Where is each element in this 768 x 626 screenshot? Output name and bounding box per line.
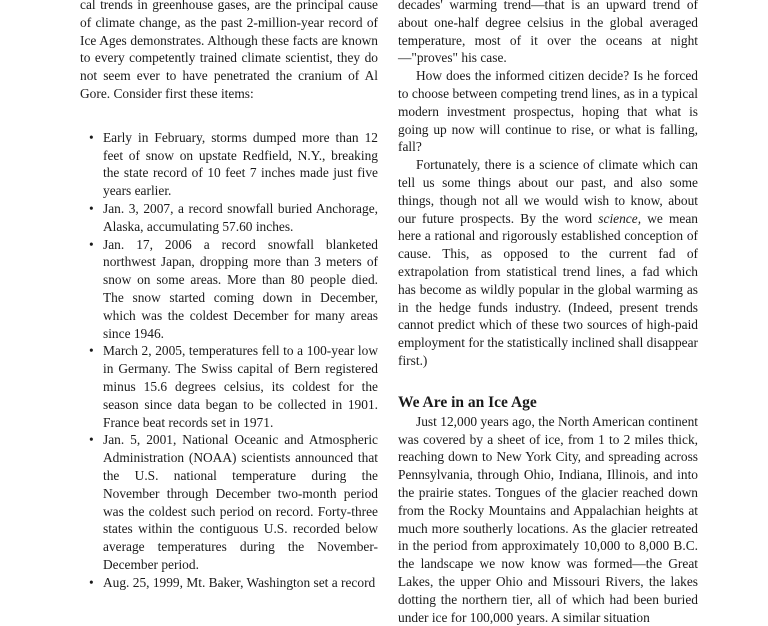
list-item-text: Jan. 5, 2001, National Oceanic and Atmospheric Administration (NOAA) scientists announced that the U.S. national temperature during the November through December two-month period was the coldest such period on record. Forty-three states within the contiguous U.S. recorded below average temperatures during the November-December period.	[103, 432, 378, 572]
bullet-icon: •	[89, 129, 94, 145]
body-paragraph: How does the informed citizen decide? Is he forced to choose between competing trend lines, as in a typical modern investment prospectus, hoping that what is going up now will continue to rise, or what is falling, fall?	[398, 68, 698, 155]
left-column	[80, 0, 378, 592]
bullet-icon: •	[89, 200, 94, 216]
list-item	[80, 236, 378, 343]
right-column	[398, 0, 698, 626]
bullet-icon: •	[89, 432, 94, 448]
list-item-text: Early in February, storms dumped more than 12 feet of snow on upstate Redfield, N.Y., breaking the state record of 10 feet 7 inches made just five years earlier.	[103, 129, 378, 199]
list-item	[80, 342, 378, 431]
list-item-text: Jan. 3, 2007, a record snowfall buried Anchorage, Alaska, accumulating 57.60 inches.	[103, 200, 378, 234]
record-cold-list	[80, 129, 378, 592]
body-paragraph: decades' warming trend—that is an upward trend of about one-half degree celsius in the global averaged temperature, most of it over the oceans at night—"proves" his case.	[398, 0, 698, 66]
bullet-icon: •	[89, 343, 94, 359]
science-emphasis: science,	[598, 210, 642, 226]
list-item-text: Jan. 17, 2006 a record snowfall blanketed northwest Japan, dropping more than 3 meters of snow on some areas. More than 80 people died. The snow started coming down in December, which was the coldest December for many areas since 1946.	[103, 236, 378, 341]
section-heading: We Are in an Ice Age	[398, 393, 537, 411]
science-text-before: Fortunately, there is a science of climate which can tell us some things about our past, and also some things, though not all we would wish to know, about our future prospects. By the word	[398, 157, 698, 226]
science-paragraph	[398, 156, 698, 370]
list-item	[80, 200, 378, 236]
intro-paragraph: cal trends in greenhouse gases, are the principal cause of climate change, as the past 2-million-year record of Ice Ages demonstrates. Although these facts are known to every competently trained climate scientist, they do not seem ever to have penetrated the cranium of Al Gore. Consider first these items:	[80, 0, 378, 101]
list-item	[80, 574, 378, 592]
list-item-text: Aug. 25, 1999, Mt. Baker, Washington set a record	[103, 574, 376, 590]
science-text-after: we mean here a rational and rigorously established conception of cause. This, as opposed to the current fad of extrapolation from statistical trend lines, a fad which has become as wildly popular in the global warming as in the hedge funds industry. (Indeed, present trends cannot predict which of these two sources of high-paid employment for the statistically inclined shall disappear first.)	[398, 210, 699, 368]
bullet-icon: •	[89, 574, 94, 590]
list-item-text: March 2, 2005, temperatures fell to a 100-year low in Germany. The Swiss capital of Bern registered minus 15.6 degrees celsius, its coldest for the season since data began to be collected in 1901. France beat records set in 1971.	[103, 343, 378, 430]
list-item	[80, 129, 378, 200]
ice-age-paragraph: Just 12,000 years ago, the North American continent was covered by a sheet of ice, from 1 to 2 miles thick, reaching down to New York City, and spreading across Pennsylvania, through Ohio, Indiana, Illinois, and into the prairie states. Tongues of the glacier reached down from the Rocky Mountains and Appalachian heights at much more southerly locations. As the glacier retreated in the period from approximately 10,000 to 8,000 B.C. the landscape we now know was formed—the Great Lakes, the upper Ohio and Missouri Rivers, the lakes dotting the northern tier, all of which had been buried under ice for 100,000 years. A similar situation	[398, 413, 698, 625]
list-item	[80, 431, 378, 573]
bullet-icon: •	[89, 236, 94, 252]
